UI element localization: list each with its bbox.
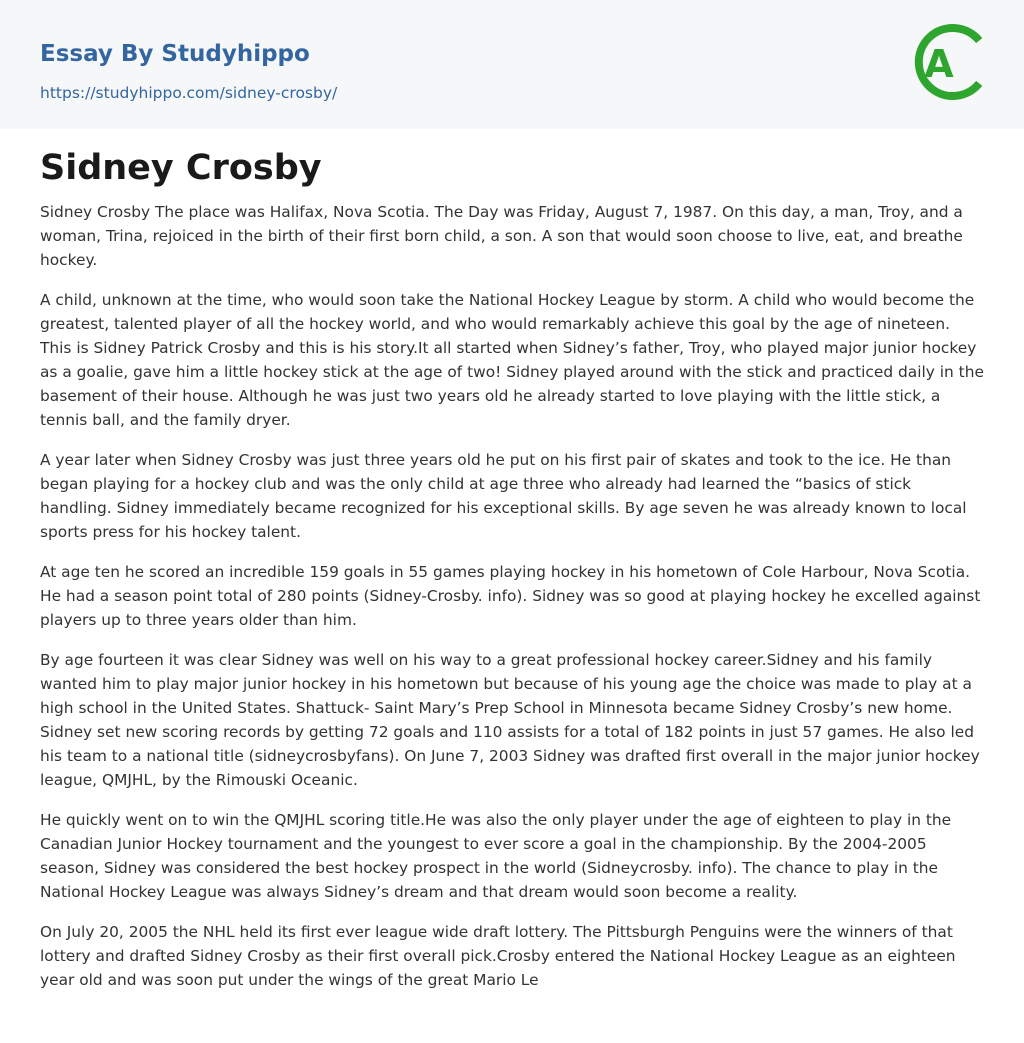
essay-paragraph: A child, unknown at the time, who would soon take the National Hockey League by storm. A child who would become the greatest, talented player of all the hockey world, and who would remarkably achieve this goal by the age of nineteen. This is Sidney Patrick Crosby and this is his story.It all started when Sidney’s father, Troy, who played major junior hockey as a goalie, gave him a little hockey stick at the age of two! Sidney played around with the stick and practiced daily in the basement of their house. Although he was just two years old he already started to love playing with the little stick, a tennis ball, and the family dryer.	[40, 291, 984, 429]
essay-paragraph: On July 20, 2005 the NHL held its first ever league wide draft lottery. The Pittsburgh Penguins were the winners of that lottery and drafted Sidney Crosby as their first overall pick.Crosby entered the National Hockey League as an eighteen year old and was soon put under the wings of the great Mario Le	[40, 923, 956, 989]
site-brand: Essay By Studyhippo	[40, 41, 310, 67]
essay-paragraph: A year later when Sidney Crosby was just three years old he put on his first pair of skates and took to the ice. He than began playing for a hockey club and was the only child at age three who already had learned the “basics of stick handling. Sidney immediately became recognized for his exceptional skills. By age seven he was already known to local sports press for his hockey talent.	[40, 451, 967, 541]
essay-url-link[interactable]: https://studyhippo.com/sidney-crosby/	[40, 84, 338, 102]
essay-paragraph: Sidney Crosby The place was Halifax, Nova Scotia. The Day was Friday, August 7, 1987. On this day, a man, Troy, and a woman, Trina, rejoiced in the birth of their first born child, a son. A son that would soon choose to live, eat, and breathe hockey.	[40, 203, 963, 269]
site-header	[0, 0, 1024, 129]
essay-paragraph: He quickly went on to win the QMJHL scoring title.He was also the only player under the age of eighteen to play in the Canadian Junior Hockey tournament and the youngest to ever score a goal in the championship. By the 2004-2005 season, Sidney was considered the best hockey prospect in the world (Sidneycrosby. info). The chance to play in the National Hockey League was always Sidney’s dream and that dream would soon become a reality.	[40, 811, 952, 901]
essay-paragraph: At age ten he scored an incredible 159 goals in 55 games playing hockey in his hometown of Cole Harbour, Nova Scotia. He had a season point total of 280 points (Sidney-Crosby. info). Sidney was so good at playing hockey he excelled against players up to three years older than him.	[40, 563, 981, 629]
essay-title: Sidney Crosby	[40, 148, 322, 188]
essay-paragraph: By age fourteen it was clear Sidney was well on his way to a great professional hockey career.Sidney and his family wanted him to play major junior hockey in his hometown but because of his young age the choice was made to play at a high school in the United States. Shattuck- Saint Mary’s Prep School in Minnesota became Sidney Crosby’s new home. Sidney set new scoring records by getting 72 goals and 110 assists for a total of 182 points in just 57 games. He also led his team to a national title (sidneycrosbyfans). On June 7, 2003 Sidney was drafted first overall in the major junior hockey league, QMJHL, by the Rimouski Oceanic.	[40, 651, 980, 789]
essay-content	[40, 144, 985, 1008]
studyhippo-logo-icon	[913, 19, 987, 105]
logo-letter: A	[924, 42, 954, 86]
